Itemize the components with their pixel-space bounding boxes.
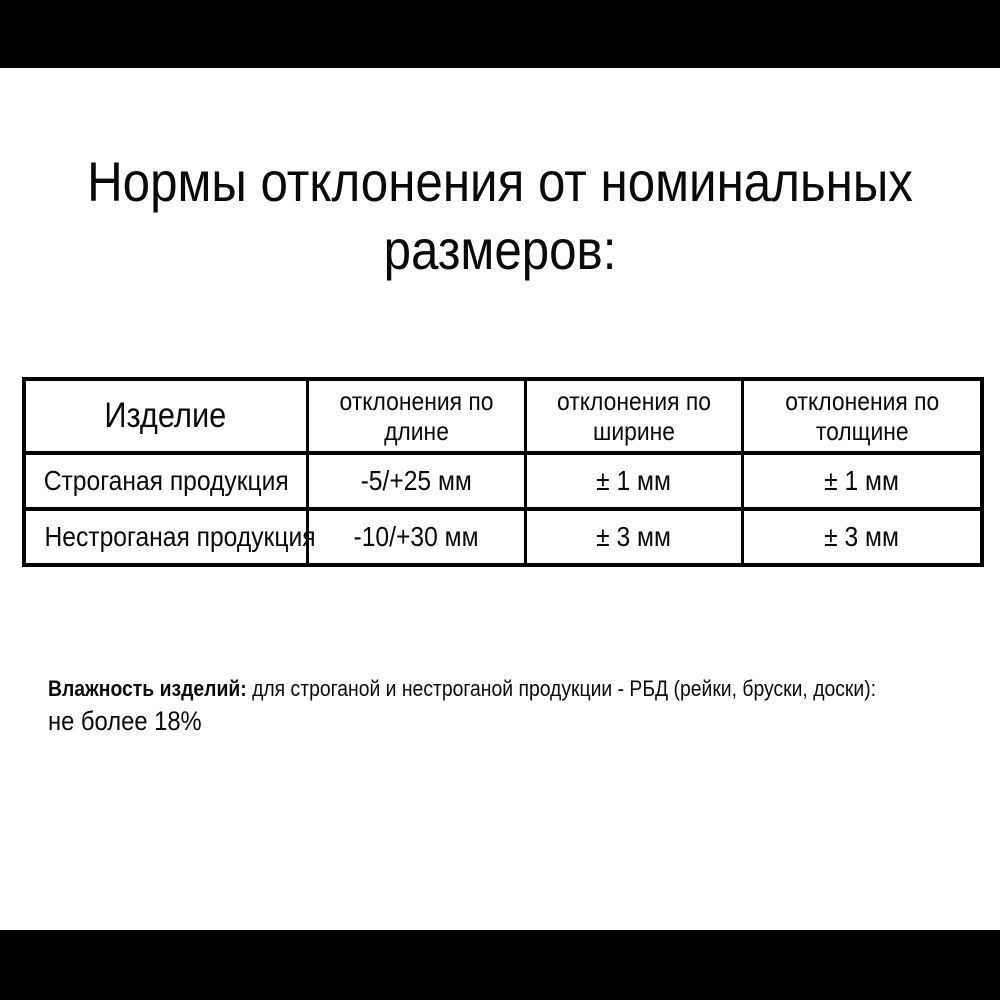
unplaned-product-cell xyxy=(24,509,316,565)
deviation-norms-table xyxy=(22,377,984,567)
unplaned-width-text: ± 3 мм xyxy=(596,521,671,552)
planed-product-cell xyxy=(24,453,307,509)
header-width-deviation xyxy=(525,379,742,453)
planed-length-text: -5/+25 мм xyxy=(360,465,472,496)
header-product-label: Изделие xyxy=(104,396,227,435)
table-header-row xyxy=(24,379,982,453)
planed-width-value xyxy=(525,453,742,509)
header-thickness-deviation xyxy=(742,379,982,453)
unplaned-width-value xyxy=(525,509,742,565)
table-row-unplaned xyxy=(24,509,982,565)
planed-thickness-value xyxy=(742,453,982,509)
header-product xyxy=(24,379,307,453)
moisture-note xyxy=(48,674,948,737)
top-letterbox-bar xyxy=(0,0,1000,68)
planed-product-label: Строганая продукция xyxy=(43,465,289,496)
page-title-line2: размеров: xyxy=(383,218,617,281)
unplaned-length-text: -10/+30 мм xyxy=(353,521,479,552)
header-width-deviation-label: отклонения по ширине xyxy=(556,386,711,446)
moisture-note-line2: не более 18% xyxy=(48,706,202,736)
header-length-deviation-label: отклонения по длине xyxy=(339,386,493,446)
header-thickness-deviation-label: отклонения по толщине xyxy=(784,386,939,446)
moisture-note-line1 xyxy=(48,674,877,704)
planed-width-text: ± 1 мм xyxy=(596,465,671,496)
unplaned-length-value xyxy=(307,509,525,565)
planed-length-value xyxy=(307,453,525,509)
planed-thickness-text: ± 1 мм xyxy=(824,465,900,496)
page-title xyxy=(0,148,1000,284)
table-row-planed xyxy=(24,453,982,509)
bottom-letterbox-bar xyxy=(0,930,1000,1000)
header-length-deviation xyxy=(307,379,525,453)
moisture-note-text: для строганой и нестроганой продукции - РБД (рейки, бруски, доски): xyxy=(246,676,877,701)
page-title-line1: Нормы отклонения от номинальных xyxy=(87,150,913,213)
unplaned-thickness-text: ± 3 мм xyxy=(824,521,900,552)
moisture-note-label: Влажность изделий: xyxy=(48,676,247,701)
unplaned-thickness-value xyxy=(742,509,982,565)
unplaned-product-label: Нестроганая продукция xyxy=(44,521,316,552)
